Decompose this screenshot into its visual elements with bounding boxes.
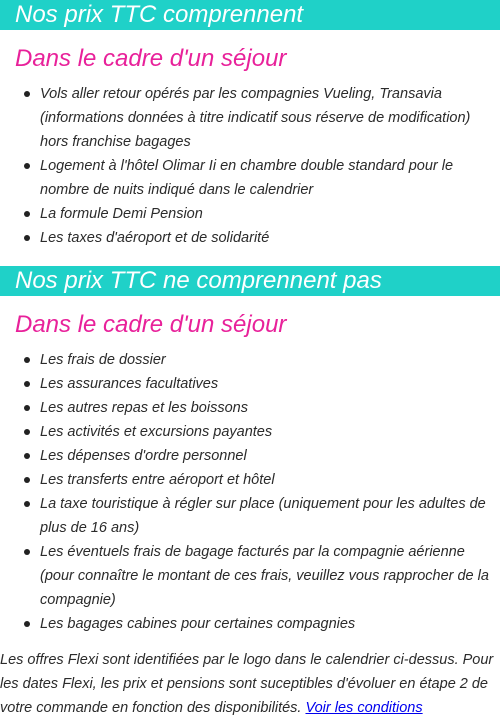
list-item: [0, 226, 500, 250]
included-section: [0, 0, 500, 250]
list-item-text: La taxe touristique à régler sur place (uniquement pour les adultes de plus de 16 ans): [40, 496, 486, 536]
list-item: [0, 420, 500, 444]
excluded-section: [0, 266, 500, 636]
excluded-subheading: Dans le cadre d'un séjour: [15, 311, 287, 338]
bullet-icon: [24, 211, 30, 217]
list-item: [0, 82, 500, 154]
conditions-link[interactable]: Voir les conditions: [305, 700, 423, 716]
bullet-icon: [24, 163, 30, 169]
included-heading: Nos prix TTC comprennent: [0, 0, 500, 30]
bullet-icon: [24, 405, 30, 411]
bullet-icon: [24, 381, 30, 387]
list-item: [0, 348, 500, 372]
flexi-note: [0, 648, 500, 720]
list-item-text: Les éventuels frais de bagage facturés par la compagnie aérienne (pour connaître le montant de ces frais, veuillez vous rapprocher de la compagnie): [40, 544, 489, 608]
list-item-text: Les transferts entre aéroport et hôtel: [40, 472, 275, 488]
bullet-icon: [24, 549, 30, 555]
list-item: [0, 154, 500, 202]
list-item: [0, 612, 500, 636]
list-item: [0, 492, 500, 540]
list-item: [0, 444, 500, 468]
list-item-text: Les activités et excursions payantes: [40, 424, 273, 440]
bullet-icon: [24, 453, 30, 459]
list-item-text: Les frais de dossier: [40, 352, 166, 368]
list-item-text: Les taxes d'aéroport et de solidarité: [40, 230, 270, 246]
excluded-heading: Nos prix TTC ne comprennent pas: [0, 266, 500, 296]
bullet-icon: [24, 91, 30, 97]
list-item-text: Vols aller retour opérés par les compagnies Vueling, Transavia (informations données à titre indicatif sous réserve de modification) hors franchise bagages: [40, 86, 471, 150]
bullet-icon: [24, 621, 30, 627]
bullet-icon: [24, 357, 30, 363]
list-item: [0, 202, 500, 226]
list-item: [0, 540, 500, 612]
bullet-icon: [24, 477, 30, 483]
included-list: [0, 82, 500, 250]
list-item: [0, 396, 500, 420]
included-subheading: Dans le cadre d'un séjour: [15, 45, 287, 72]
bullet-icon: [24, 235, 30, 241]
list-item-text: Les autres repas et les boissons: [40, 400, 248, 416]
list-item-text: Logement à l'hôtel Olimar Ii en chambre double standard pour le nombre de nuits indiqué dans le calendrier: [40, 158, 454, 198]
list-item-text: Les dépenses d'ordre personnel: [40, 448, 247, 464]
list-item-text: Les assurances facultatives: [40, 376, 219, 392]
list-item-text: La formule Demi Pension: [40, 206, 203, 222]
excluded-list: [0, 348, 500, 636]
flexi-note-text: Les offres Flexi sont identifiées par le logo dans le calendrier ci-dessus. Pour les dates Flexi, les prix et pensions sont suceptibles d'évoluer en étape 2 de votre commande en fonction des disponibilités.: [0, 652, 494, 716]
bullet-icon: [24, 429, 30, 435]
bullet-icon: [24, 501, 30, 507]
list-item-text: Les bagages cabines pour certaines compagnies: [40, 616, 356, 632]
list-item: [0, 372, 500, 396]
list-item: [0, 468, 500, 492]
